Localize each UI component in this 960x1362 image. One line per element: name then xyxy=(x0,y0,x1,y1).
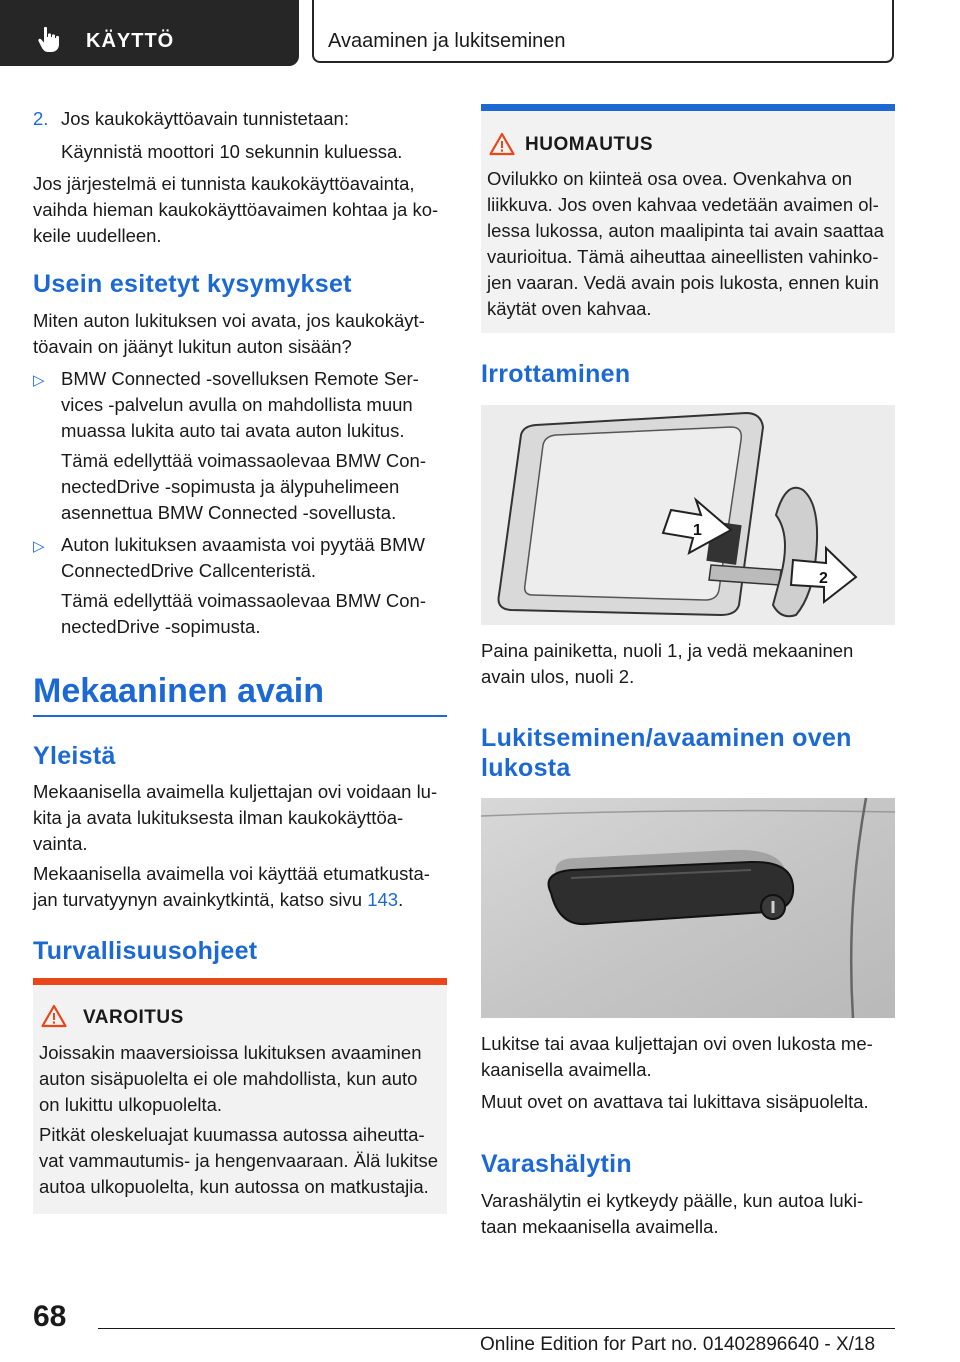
warning-line: on lukittu ulkopuolelta. xyxy=(39,1094,223,1115)
warning-title: VAROITUS xyxy=(83,1007,184,1028)
faq-question: töavain on jäänyt lukitun auton sisään? xyxy=(33,336,352,357)
lock-heading: lukosta xyxy=(481,754,571,782)
notice-line: käytät oven kahvaa. xyxy=(487,298,652,319)
bullet-line: Auton lukituksen avaamista voi pyytää BMW xyxy=(61,534,425,555)
warning-bar xyxy=(33,978,447,985)
lock-heading: Lukitseminen/avaaminen oven xyxy=(481,724,852,752)
main-heading: Mekaaninen avain xyxy=(33,672,325,710)
hand-pointer-icon xyxy=(36,25,64,53)
bullet-sub-line: nectedDrive -sopimusta ja älypuhelimeen xyxy=(61,476,400,497)
notice-line: liikkuva. Jos oven kahvaa vedetään avaimen ol- xyxy=(487,194,879,215)
footer-rule xyxy=(98,1328,895,1329)
paragraph-line: vainta. xyxy=(33,833,88,854)
bullet-line: BMW Connected -sovelluksen Remote Ser- xyxy=(61,368,419,389)
section-tab xyxy=(312,0,894,63)
notice-title: HUOMAUTUS xyxy=(525,134,653,155)
warning-line: auton sisäpuolelta ei ole mahdollista, kun auto xyxy=(39,1068,418,1089)
door-handle-illustration xyxy=(481,798,895,1018)
notice-line: Ovilukko on kiinteä osa ovea. Ovenkahva on xyxy=(487,168,853,189)
warning-line: vat vammautumis- ja hengenvaaraan. Älä lukitse xyxy=(39,1150,438,1171)
bullet-sub-line: nectedDrive -sopimusta. xyxy=(61,616,261,637)
bullet-sub-line: asennettua BMW Connected -sovellusta. xyxy=(61,502,397,523)
warning-triangle-icon xyxy=(489,132,515,156)
warning-line: Joissakin maaversioissa lukituksen avaaminen xyxy=(39,1042,422,1063)
faq-heading: Usein esitetyt kysymykset xyxy=(33,270,352,298)
paragraph-line: Mekaanisella avaimella kuljettajan ovi voidaan lu- xyxy=(33,781,438,802)
notice-line: jen vaaran. Vedä avain pois lukosta, ennen kuin xyxy=(487,272,879,293)
chapter-title: KÄYTTÖ xyxy=(86,30,175,52)
notice-line: lessa lukossa, auton maalipinta tai avain saattaa xyxy=(487,220,884,241)
notice-bar xyxy=(481,104,895,111)
arrow-label-2: 2 xyxy=(819,570,828,587)
paragraph-line: kaanisella avaimella. xyxy=(481,1059,652,1080)
key-fob-image xyxy=(481,405,895,625)
safety-heading: Turvallisuusohjeet xyxy=(33,937,258,965)
page-header xyxy=(0,0,960,66)
paragraph-line: Varashälytin ei kytkeydy päälle, kun autoa luki- xyxy=(481,1190,864,1211)
paragraph-text: . xyxy=(398,889,404,910)
bullet-sub-line: Tämä edellyttää voimassaolevaa BMW Con- xyxy=(61,450,427,471)
caption-line: Paina painiketta, nuoli 1, ja vedä mekaaninen xyxy=(481,640,854,661)
arrow-label-1: 1 xyxy=(693,522,702,539)
paragraph-text: jan turvatyynyn avainkytkintä, katso sivu xyxy=(33,889,368,910)
bullet-line: vices -palvelun avulla on mahdollista muun xyxy=(61,394,413,415)
bullet-line: muassa lukita auto tai avata auton lukitus. xyxy=(61,420,405,441)
door-handle-image xyxy=(481,798,895,1018)
key-removal-illustration xyxy=(481,405,895,625)
chapter-tab xyxy=(0,0,299,66)
paragraph-line: Jos järjestelmä ei tunnista kaukokäyttöavainta, xyxy=(33,173,415,194)
remove-heading: Irrottaminen xyxy=(481,360,631,388)
paragraph-line: taan mekaanisella avaimella. xyxy=(481,1216,719,1237)
page-reference-link[interactable]: 143 xyxy=(367,889,399,910)
alarm-heading: Varashälytin xyxy=(481,1150,632,1178)
page-number: 68 xyxy=(33,1300,67,1333)
section-title: Avaaminen ja lukitseminen xyxy=(328,30,566,52)
paragraph-line: Lukitse tai avaa kuljettajan ovi oven lukosta me- xyxy=(481,1033,873,1054)
bullet-triangle-icon: ▷ xyxy=(33,538,45,555)
footer-edition: Online Edition for Part no. 01402896640 - X/18 xyxy=(480,1334,876,1355)
step-number: 2. xyxy=(33,108,49,129)
paragraph-line: keile uudelleen. xyxy=(33,225,162,246)
paragraph-line: kita ja avata lukituksesta ilman kaukokäyttöa- xyxy=(33,807,404,828)
paragraph-line: Muut ovet on avattava tai lukittava sisäpuolelta. xyxy=(481,1091,869,1112)
faq-question: Miten auton lukituksen voi avata, jos kaukokäyt- xyxy=(33,310,425,331)
warning-line: autoa ulkopuolelta, kun autossa on matkustajia. xyxy=(39,1176,429,1197)
warning-line: Pitkät oleskeluajat kuumassa autossa aiheutta- xyxy=(39,1124,425,1145)
step-text: Jos kaukokäyttöavain tunnistetaan: xyxy=(61,108,349,129)
warning-box xyxy=(33,978,447,1214)
caption-line: avain ulos, nuoli 2. xyxy=(481,666,635,687)
notice-line: vaurioitua. Tämä aiheuttaa aineellisten vahinko- xyxy=(487,246,879,267)
paragraph-line xyxy=(33,887,403,913)
notice-box xyxy=(481,104,895,333)
heading-rule xyxy=(33,715,447,717)
warning-triangle-icon xyxy=(41,1004,67,1028)
bullet-triangle-icon: ▷ xyxy=(33,372,45,389)
paragraph-line: vaihda hieman kaukokäyttöavaimen kohtaa ja ko- xyxy=(33,199,439,220)
step-subtext: Käynnistä moottori 10 sekunnin kuluessa. xyxy=(61,141,403,162)
bullet-line: ConnectedDrive Callcenteristä. xyxy=(61,560,317,581)
general-heading: Yleistä xyxy=(33,742,116,770)
paragraph-line: Mekaanisella avaimella voi käyttää etumatkusta- xyxy=(33,863,430,884)
bullet-sub-line: Tämä edellyttää voimassaolevaa BMW Con- xyxy=(61,590,427,611)
